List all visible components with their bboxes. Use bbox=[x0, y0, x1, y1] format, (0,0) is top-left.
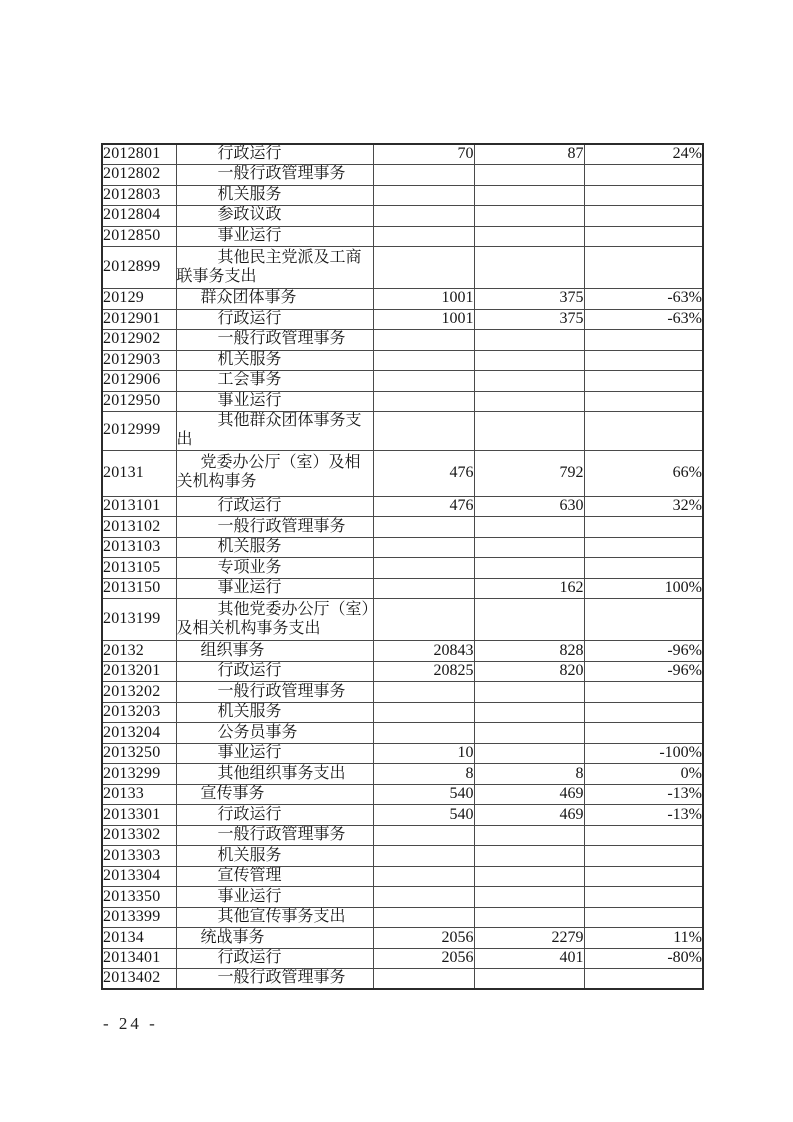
code-cell: 2013102 bbox=[102, 517, 176, 538]
table-row bbox=[102, 578, 703, 599]
actual-cell bbox=[474, 165, 584, 186]
budget-cell bbox=[373, 185, 474, 206]
table-row bbox=[102, 928, 703, 949]
code-cell: 2013350 bbox=[102, 887, 176, 908]
budget-cell bbox=[373, 330, 474, 351]
code-cell: 2013103 bbox=[102, 537, 176, 558]
table-row bbox=[102, 764, 703, 785]
code-cell: 2013303 bbox=[102, 846, 176, 867]
actual-cell bbox=[474, 391, 584, 412]
actual-cell bbox=[474, 517, 584, 538]
budget-cell: 476 bbox=[373, 496, 474, 517]
budget-cell: 70 bbox=[373, 144, 474, 165]
budget-cell bbox=[373, 558, 474, 579]
table-row bbox=[102, 206, 703, 227]
pct-cell: 32% bbox=[584, 496, 703, 517]
pct-cell bbox=[584, 907, 703, 928]
code-cell: 20129 bbox=[102, 289, 176, 310]
actual-cell: 469 bbox=[474, 805, 584, 826]
pct-cell: 11% bbox=[584, 928, 703, 949]
code-cell: 2013402 bbox=[102, 969, 176, 990]
actual-cell bbox=[474, 825, 584, 846]
pct-cell bbox=[584, 537, 703, 558]
code-cell: 2013302 bbox=[102, 825, 176, 846]
table-row bbox=[102, 496, 703, 517]
pct-cell bbox=[584, 350, 703, 371]
name-cell: 事业运行 bbox=[176, 578, 373, 599]
code-cell: 2013202 bbox=[102, 682, 176, 703]
code-cell: 2013299 bbox=[102, 764, 176, 785]
budget-cell: 1001 bbox=[373, 289, 474, 310]
budget-table-body bbox=[102, 144, 703, 989]
pct-cell bbox=[584, 866, 703, 887]
actual-cell bbox=[474, 846, 584, 867]
name-cell: 宣传管理 bbox=[176, 866, 373, 887]
actual-cell: 630 bbox=[474, 496, 584, 517]
pct-cell bbox=[584, 969, 703, 990]
budget-cell bbox=[373, 887, 474, 908]
table-row bbox=[102, 948, 703, 969]
name-cell: 其他群众团体事务支出 bbox=[176, 412, 373, 451]
code-cell: 2012999 bbox=[102, 412, 176, 451]
name-cell: 一般行政管理事务 bbox=[176, 330, 373, 351]
pct-cell bbox=[584, 412, 703, 451]
pct-cell: 0% bbox=[584, 764, 703, 785]
actual-cell: 828 bbox=[474, 641, 584, 662]
actual-cell bbox=[474, 969, 584, 990]
name-cell: 其他党委办公厅（室）及相关机构事务支出 bbox=[176, 599, 373, 641]
actual-cell bbox=[474, 330, 584, 351]
pct-cell bbox=[584, 846, 703, 867]
budget-cell: 20825 bbox=[373, 661, 474, 682]
table-row bbox=[102, 907, 703, 928]
pct-cell: -63% bbox=[584, 289, 703, 310]
name-cell: 组织事务 bbox=[176, 641, 373, 662]
name-cell: 其他组织事务支出 bbox=[176, 764, 373, 785]
pct-cell: -63% bbox=[584, 309, 703, 330]
code-cell: 2013150 bbox=[102, 578, 176, 599]
actual-cell bbox=[474, 247, 584, 289]
name-cell: 专项业务 bbox=[176, 558, 373, 579]
actual-cell: 375 bbox=[474, 289, 584, 310]
table-row bbox=[102, 247, 703, 289]
code-cell: 20133 bbox=[102, 784, 176, 805]
name-cell: 行政运行 bbox=[176, 805, 373, 826]
actual-cell bbox=[474, 887, 584, 908]
table-row bbox=[102, 144, 703, 165]
actual-cell: 792 bbox=[474, 450, 584, 496]
actual-cell: 8 bbox=[474, 764, 584, 785]
name-cell: 行政运行 bbox=[176, 309, 373, 330]
pct-cell bbox=[584, 185, 703, 206]
name-cell: 机关服务 bbox=[176, 846, 373, 867]
name-cell: 事业运行 bbox=[176, 391, 373, 412]
budget-cell bbox=[373, 247, 474, 289]
pct-cell bbox=[584, 206, 703, 227]
code-cell: 20134 bbox=[102, 928, 176, 949]
name-cell: 其他宣传事务支出 bbox=[176, 907, 373, 928]
name-cell: 一般行政管理事务 bbox=[176, 825, 373, 846]
code-cell: 2012802 bbox=[102, 165, 176, 186]
table-row bbox=[102, 558, 703, 579]
table-row bbox=[102, 350, 703, 371]
code-cell: 2012901 bbox=[102, 309, 176, 330]
name-cell: 机关服务 bbox=[176, 702, 373, 723]
actual-cell bbox=[474, 723, 584, 744]
budget-cell: 476 bbox=[373, 450, 474, 496]
table-row bbox=[102, 743, 703, 764]
name-cell: 行政运行 bbox=[176, 948, 373, 969]
table-row bbox=[102, 846, 703, 867]
table-row bbox=[102, 450, 703, 496]
name-cell: 事业运行 bbox=[176, 226, 373, 247]
actual-cell: 2279 bbox=[474, 928, 584, 949]
name-cell: 统战事务 bbox=[176, 928, 373, 949]
name-cell: 其他民主党派及工商联事务支出 bbox=[176, 247, 373, 289]
budget-cell bbox=[373, 866, 474, 887]
pct-cell: 100% bbox=[584, 578, 703, 599]
name-cell: 一般行政管理事务 bbox=[176, 165, 373, 186]
actual-cell: 820 bbox=[474, 661, 584, 682]
code-cell: 2013301 bbox=[102, 805, 176, 826]
budget-cell bbox=[373, 599, 474, 641]
actual-cell bbox=[474, 866, 584, 887]
actual-cell bbox=[474, 206, 584, 227]
name-cell: 机关服务 bbox=[176, 350, 373, 371]
pct-cell: -96% bbox=[584, 641, 703, 662]
pct-cell: 24% bbox=[584, 144, 703, 165]
actual-cell bbox=[474, 907, 584, 928]
code-cell: 2013401 bbox=[102, 948, 176, 969]
actual-cell bbox=[474, 682, 584, 703]
table-row bbox=[102, 784, 703, 805]
name-cell: 公务员事务 bbox=[176, 723, 373, 744]
budget-cell bbox=[373, 723, 474, 744]
name-cell: 行政运行 bbox=[176, 144, 373, 165]
table-row bbox=[102, 391, 703, 412]
budget-cell bbox=[373, 846, 474, 867]
table-row bbox=[102, 805, 703, 826]
code-cell: 2013250 bbox=[102, 743, 176, 764]
code-cell: 20132 bbox=[102, 641, 176, 662]
actual-cell bbox=[474, 371, 584, 392]
table-row bbox=[102, 599, 703, 641]
budget-cell: 540 bbox=[373, 805, 474, 826]
budget-cell bbox=[373, 165, 474, 186]
table-row bbox=[102, 969, 703, 990]
budget-cell: 8 bbox=[373, 764, 474, 785]
pct-cell bbox=[584, 887, 703, 908]
budget-cell bbox=[373, 517, 474, 538]
name-cell: 宣传事务 bbox=[176, 784, 373, 805]
pct-cell bbox=[584, 558, 703, 579]
budget-cell bbox=[373, 391, 474, 412]
name-cell: 机关服务 bbox=[176, 537, 373, 558]
name-cell: 工会事务 bbox=[176, 371, 373, 392]
table-row bbox=[102, 661, 703, 682]
table-row bbox=[102, 289, 703, 310]
code-cell: 2012899 bbox=[102, 247, 176, 289]
pct-cell bbox=[584, 247, 703, 289]
pct-cell: -96% bbox=[584, 661, 703, 682]
table-row bbox=[102, 309, 703, 330]
pct-cell: -100% bbox=[584, 743, 703, 764]
table-row bbox=[102, 641, 703, 662]
budget-cell bbox=[373, 226, 474, 247]
name-cell: 行政运行 bbox=[176, 496, 373, 517]
pct-cell: -13% bbox=[584, 784, 703, 805]
budget-cell bbox=[373, 206, 474, 227]
name-cell: 一般行政管理事务 bbox=[176, 969, 373, 990]
pct-cell: -80% bbox=[584, 948, 703, 969]
table-row bbox=[102, 723, 703, 744]
actual-cell bbox=[474, 599, 584, 641]
table-row bbox=[102, 702, 703, 723]
name-cell: 党委办公厅（室）及相关机构事务 bbox=[176, 450, 373, 496]
table-row bbox=[102, 412, 703, 451]
actual-cell bbox=[474, 537, 584, 558]
budget-cell: 20843 bbox=[373, 641, 474, 662]
code-cell: 2013101 bbox=[102, 496, 176, 517]
table-row bbox=[102, 866, 703, 887]
code-cell: 2012804 bbox=[102, 206, 176, 227]
budget-cell bbox=[373, 350, 474, 371]
name-cell: 事业运行 bbox=[176, 887, 373, 908]
table-row bbox=[102, 185, 703, 206]
budget-table bbox=[101, 143, 704, 990]
actual-cell bbox=[474, 702, 584, 723]
pct-cell bbox=[584, 330, 703, 351]
pct-cell bbox=[584, 702, 703, 723]
table-row bbox=[102, 165, 703, 186]
pct-cell bbox=[584, 599, 703, 641]
actual-cell: 469 bbox=[474, 784, 584, 805]
table-row bbox=[102, 682, 703, 703]
budget-cell bbox=[373, 412, 474, 451]
code-cell: 2013304 bbox=[102, 866, 176, 887]
table-row bbox=[102, 226, 703, 247]
budget-cell bbox=[373, 825, 474, 846]
code-cell: 2012950 bbox=[102, 391, 176, 412]
code-cell: 2013201 bbox=[102, 661, 176, 682]
budget-cell bbox=[373, 578, 474, 599]
code-cell: 2013399 bbox=[102, 907, 176, 928]
actual-cell: 162 bbox=[474, 578, 584, 599]
code-cell: 2012850 bbox=[102, 226, 176, 247]
budget-cell bbox=[373, 537, 474, 558]
name-cell: 群众团体事务 bbox=[176, 289, 373, 310]
code-cell: 2013203 bbox=[102, 702, 176, 723]
actual-cell bbox=[474, 350, 584, 371]
name-cell: 参政议政 bbox=[176, 206, 373, 227]
budget-cell: 2056 bbox=[373, 948, 474, 969]
code-cell: 2012903 bbox=[102, 350, 176, 371]
code-cell: 2012906 bbox=[102, 371, 176, 392]
pct-cell bbox=[584, 682, 703, 703]
pct-cell: -13% bbox=[584, 805, 703, 826]
actual-cell: 375 bbox=[474, 309, 584, 330]
pct-cell bbox=[584, 723, 703, 744]
name-cell: 机关服务 bbox=[176, 185, 373, 206]
table-row bbox=[102, 537, 703, 558]
code-cell: 2012902 bbox=[102, 330, 176, 351]
code-cell: 2013204 bbox=[102, 723, 176, 744]
table-row bbox=[102, 517, 703, 538]
name-cell: 事业运行 bbox=[176, 743, 373, 764]
code-cell: 2013199 bbox=[102, 599, 176, 641]
budget-cell bbox=[373, 702, 474, 723]
budget-cell: 10 bbox=[373, 743, 474, 764]
budget-cell bbox=[373, 969, 474, 990]
code-cell: 20131 bbox=[102, 450, 176, 496]
pct-cell bbox=[584, 371, 703, 392]
code-cell: 2012801 bbox=[102, 144, 176, 165]
pct-cell bbox=[584, 517, 703, 538]
table-row bbox=[102, 887, 703, 908]
pct-cell: 66% bbox=[584, 450, 703, 496]
budget-cell bbox=[373, 682, 474, 703]
budget-cell bbox=[373, 371, 474, 392]
name-cell: 一般行政管理事务 bbox=[176, 682, 373, 703]
name-cell: 行政运行 bbox=[176, 661, 373, 682]
table-row bbox=[102, 825, 703, 846]
code-cell: 2013105 bbox=[102, 558, 176, 579]
actual-cell bbox=[474, 185, 584, 206]
budget-cell: 540 bbox=[373, 784, 474, 805]
table-row bbox=[102, 330, 703, 351]
actual-cell bbox=[474, 226, 584, 247]
budget-cell bbox=[373, 907, 474, 928]
pct-cell bbox=[584, 391, 703, 412]
name-cell: 一般行政管理事务 bbox=[176, 517, 373, 538]
table-row bbox=[102, 371, 703, 392]
actual-cell: 401 bbox=[474, 948, 584, 969]
page-number: - 24 - bbox=[103, 1014, 158, 1033]
actual-cell bbox=[474, 412, 584, 451]
actual-cell: 87 bbox=[474, 144, 584, 165]
code-cell: 2012803 bbox=[102, 185, 176, 206]
budget-cell: 2056 bbox=[373, 928, 474, 949]
pct-cell bbox=[584, 825, 703, 846]
pct-cell bbox=[584, 226, 703, 247]
actual-cell bbox=[474, 743, 584, 764]
budget-cell: 1001 bbox=[373, 309, 474, 330]
actual-cell bbox=[474, 558, 584, 579]
pct-cell bbox=[584, 165, 703, 186]
